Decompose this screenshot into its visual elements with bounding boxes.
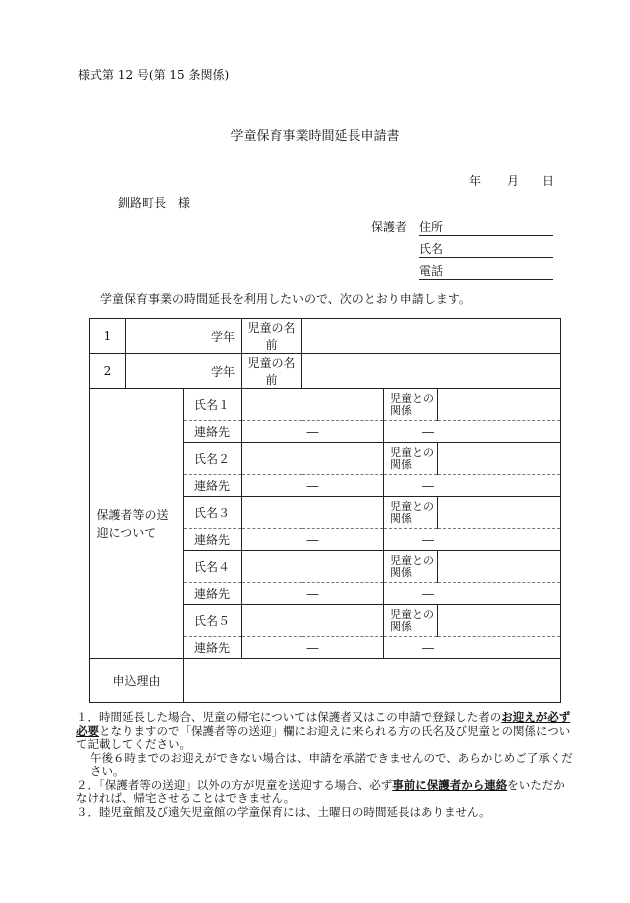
relation-label: 児童との関係 xyxy=(384,443,438,475)
child-name-label: 児童の名前 xyxy=(242,354,302,389)
guardian-address-field[interactable] xyxy=(419,218,553,236)
child-row xyxy=(90,354,561,389)
child-name-label: 児童の名前 xyxy=(242,319,302,354)
person-name-field[interactable] xyxy=(242,389,384,421)
person-name-field[interactable] xyxy=(242,551,384,583)
contact-field-2[interactable]: ― xyxy=(384,421,561,443)
child-number: 2 xyxy=(90,354,126,389)
date-day: 日 xyxy=(542,174,555,188)
contact-field-2[interactable]: ― xyxy=(384,637,561,659)
contact-field-2[interactable]: ― xyxy=(384,475,561,497)
contact-field[interactable]: ― xyxy=(242,583,384,605)
date-year: 年 xyxy=(469,174,482,188)
person-name-label: 氏名１ xyxy=(184,389,242,421)
person-name-label: 氏名２ xyxy=(184,443,242,475)
relation-field[interactable] xyxy=(438,605,561,637)
guardian-name-field[interactable] xyxy=(419,240,553,258)
contact-label: 連絡先 xyxy=(184,475,242,497)
notes xyxy=(76,711,576,819)
child-name-field[interactable] xyxy=(302,354,561,389)
person-name-label: 氏名３ xyxy=(184,497,242,529)
note-3: ３．睦児童館及び遠矢児童館の学童保育には、土曜日の時間延長はありません。 xyxy=(76,804,491,819)
person-name-label: 氏名５ xyxy=(184,605,242,637)
guardian-label: 保護者 xyxy=(371,220,408,234)
contact-field-2[interactable]: ― xyxy=(384,583,561,605)
person-name-label: 氏名４ xyxy=(184,551,242,583)
contact-field[interactable]: ― xyxy=(242,529,384,551)
child-number: 1 xyxy=(90,319,126,354)
relation-field[interactable] xyxy=(438,443,561,475)
grade-label: 学年 xyxy=(126,354,242,389)
reason-label: 申込理由 xyxy=(90,659,184,703)
intro-text: 学童保育事業の時間延長を利用したいので、次のとおり申請します。 xyxy=(100,292,471,306)
pickup-section-label: 保護者等の送迎について xyxy=(90,389,184,659)
relation-label: 児童との関係 xyxy=(384,551,438,583)
contact-label: 連絡先 xyxy=(184,421,242,443)
grade-label: 学年 xyxy=(126,319,242,354)
contact-field[interactable]: ― xyxy=(242,421,384,443)
relation-field[interactable] xyxy=(438,497,561,529)
relation-label: 児童との関係 xyxy=(384,605,438,637)
child-name-field[interactable] xyxy=(302,319,561,354)
application-table xyxy=(89,318,561,703)
note-2: ２．「保護者等の送迎」以外の方が児童を送迎する場合、必ず事前に保護者から連絡をいただかなければ、帰宅させることはできません。 xyxy=(76,777,565,805)
person-name-field[interactable] xyxy=(242,605,384,637)
guardian-phone-field[interactable] xyxy=(419,262,553,280)
form-number: 様式第 12 号(第 15 条関係) xyxy=(78,68,230,82)
contact-field-2[interactable]: ― xyxy=(384,529,561,551)
addressee: 釧路町長 様 xyxy=(118,196,191,210)
person-name-field[interactable] xyxy=(242,497,384,529)
note-1-sub: 午後６時までのお迎えができない場合は、申請を承諾できませんので、あらかじめご了承ください。 xyxy=(90,750,573,778)
contact-label: 連絡先 xyxy=(184,583,242,605)
relation-field[interactable] xyxy=(438,389,561,421)
address-label: 住所 xyxy=(419,220,444,234)
contact-label: 連絡先 xyxy=(184,529,242,551)
relation-label: 児童との関係 xyxy=(384,389,438,421)
relation-field[interactable] xyxy=(438,551,561,583)
contact-label: 連絡先 xyxy=(184,637,242,659)
document-title: 学童保育事業時間延長申請書 xyxy=(230,129,400,144)
reason-field[interactable] xyxy=(184,659,561,703)
note-1: １．時間延長した場合、児童の帰宅については保護者又はこの申請で登録した者のお迎えが必ず必要となりますので「保護者等の送迎」欄にお迎えに来られる方の氏名及び児童との関係について記載してください。 xyxy=(76,710,571,751)
date-month: 月 xyxy=(507,174,520,188)
contact-field[interactable]: ― xyxy=(242,475,384,497)
child-row xyxy=(90,319,561,354)
phone-label: 電話 xyxy=(419,264,444,278)
person-name-field[interactable] xyxy=(242,443,384,475)
relation-label: 児童との関係 xyxy=(384,497,438,529)
name-label: 氏名 xyxy=(419,242,444,256)
contact-field[interactable]: ― xyxy=(242,637,384,659)
